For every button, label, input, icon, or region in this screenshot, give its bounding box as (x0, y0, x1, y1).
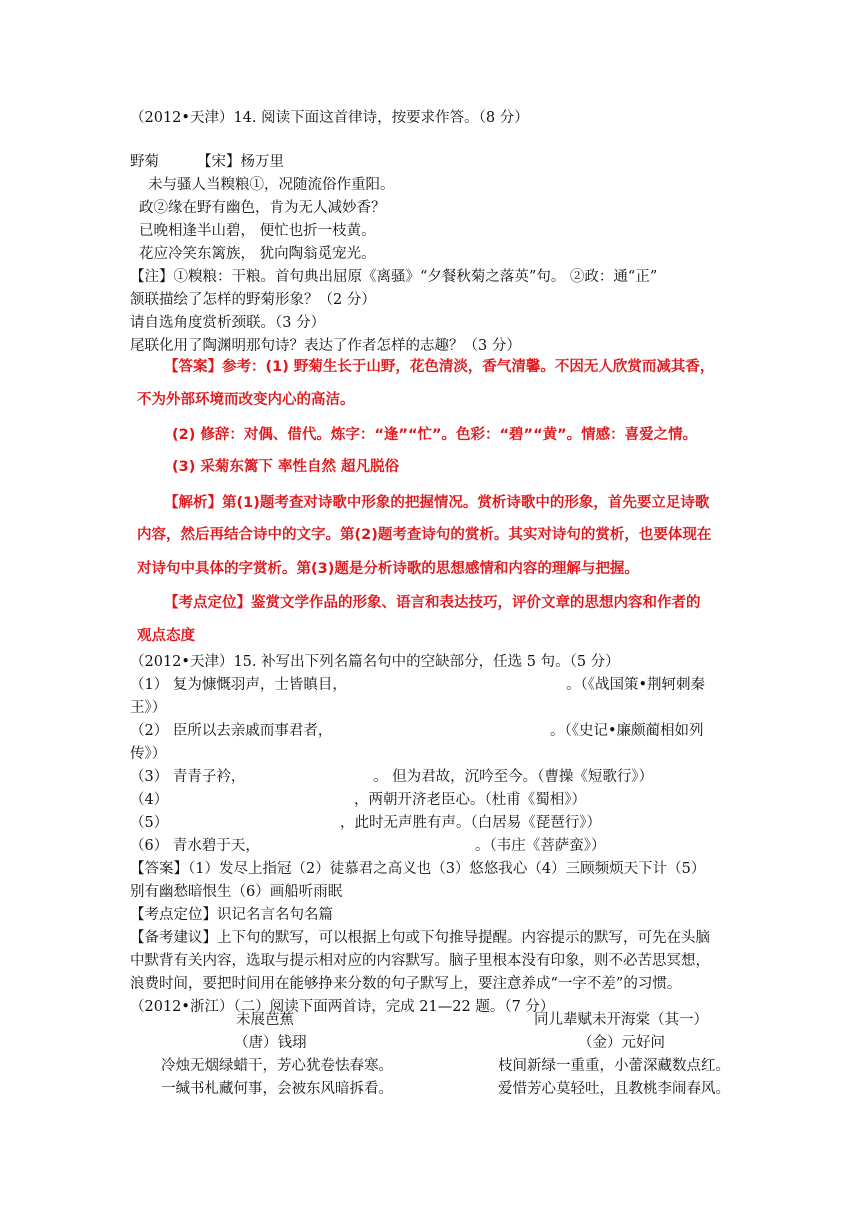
fill-item-6: （6） 青水碧于天， (130, 838, 260, 854)
poem-line: 政②缘在野有幽色，肯为无人减妙香？ (139, 200, 386, 216)
poem-line: 未与骚人当糗粮①，况随流俗作重阳。 (148, 177, 395, 193)
fill-item-6-tail: 。（韦庄《菩萨蛮》） (475, 838, 606, 854)
poem2-title: 同儿辈赋未开海棠（其一） (534, 1012, 708, 1028)
answer-line: (2) 修辞：对偶、借代。炼字：“逢”“忙”。色彩：“碧”“黄”。情感：喜爱之情。 (172, 427, 698, 443)
fill-item-4-tail: ，两朝开济老臣心。（杜甫《蜀相》） (354, 792, 586, 808)
fill-item-5-tail: ，此时无声胜有声。（白居易《琵琶行》） (340, 815, 601, 831)
poem-title (130, 152, 284, 172)
kaodian-line: 【考点定位】鉴赏文学作品的形象、语言和表达技巧，评价文章的思想内容和作者的 (164, 595, 701, 611)
fill-item-2-wrap: 传》） (130, 746, 167, 762)
fill-item-1-tail: 。（《战国策•荆轲刺秦 (566, 677, 706, 693)
poem2-line: 爱惜芳心莫轻吐，且教桃李闹春风。 (498, 1081, 730, 1097)
kaodian-line: 观点态度 (137, 628, 195, 644)
q15-header: （2012•天津）15. 补写出下列名篇名句中的空缺部分，任选 5 句。（5 分） (130, 654, 620, 670)
q15-kaodian: 【考点定位】识记名言名句名篇 (130, 907, 333, 923)
fill-item-2: （2） 臣所以去亲戚而事君者， (130, 723, 333, 739)
fill-item-3: （3） 青青子衿， (130, 769, 246, 785)
poem1-line: 一缄书札藏何事，会被东风暗拆看。 (161, 1081, 393, 1097)
answer-line: 不为外部环境而改变内心的高洁。 (137, 392, 355, 408)
question-line: 颔联描绘了怎样的野菊形象？（2 分） (130, 292, 376, 308)
q15-suggest-line: 浪费时间，要把时间用在能够挣来分数的句子默写上，要注意养成“一字不差”的习惯。 (130, 976, 682, 992)
question-line: 尾联化用了陶渊明那句诗？表达了作者怎样的志趣？（3 分） (130, 338, 521, 354)
q15-suggest-line: 中默背有关内容，选取与提示相对应的内容默写。脑子里根本没有印象，则不必苦思冥想， (130, 953, 710, 969)
question-line: 请自选角度赏析颈联。（3 分） (130, 315, 326, 331)
analysis-line: 对诗句中具体的字赏析。第(3)题是分析诗歌的思想感情和内容的理解与把握。 (137, 561, 639, 577)
poem2-line: 枝间新绿一重重，小蕾深藏数点红。 (498, 1058, 730, 1074)
fill-item-1-wrap: 王》） (130, 700, 167, 716)
fill-item-5: （5） (130, 815, 169, 831)
poem1-line: 冷烛无烟绿蜡干，芳心犹卷怯春寒。 (161, 1058, 393, 1074)
answer-line: (3) 采菊东篱下 率性自然 超凡脱俗 (172, 459, 399, 475)
analysis-line: 内容，然后再结合诗中的文字。第(2)题考查诗句的赏析。其实对诗句的赏析，也要体现在 (137, 527, 712, 543)
poem-author: 【宋】杨万里 (197, 154, 284, 170)
poem-line: 花应冷笑东篱族， 犹向陶翁觅宠光。 (139, 246, 376, 262)
q15-answer-line: 别有幽愁暗恨生（6）画船听雨眠 (130, 884, 343, 900)
q21-header: （2012•浙江）（二）阅读下面两首诗，完成 21—22 题。（7 分） (130, 999, 555, 1015)
fill-item-2-tail: 。（《史记•廉颇蔺相如列 (550, 723, 704, 739)
poem-note: 【注】①糗粮：干粮。首句典出屈原《离骚》“夕餐秋菊之落英”句。 ②政：通“正” (130, 269, 658, 285)
poem1-title: 未展芭蕉 (236, 1012, 294, 1028)
poem2-author: （金）元好问 (578, 1035, 665, 1051)
fill-item-1 (130, 675, 347, 695)
poem-title-text: 野菊 (130, 154, 159, 170)
answer-line: 【答案】参考：(1) 野菊生长于山野，花色清淡，香气清馨。不因无人欣赏而减其香， (164, 359, 715, 375)
fill-item-3-tail: 。 但为君故，沉吟至今。（曹操《短歌行》） (373, 769, 654, 785)
q15-answer-line: 【答案】（1）发尽上指冠（2）徒慕君之高义也（3）悠悠我心（4）三顾频烦天下计（5） (130, 861, 706, 877)
analysis-line: 【解析】第(1)题考查对诗歌中形象的把握情况。赏析诗歌中的形象，首先要立足诗歌 (164, 495, 710, 511)
fill-item-4: （4） (130, 792, 169, 808)
q15-suggest-line: 【备考建议】上下句的默写，可以根据上句或下句推导提醒。内容提示的默写，可先在头脑 (130, 930, 710, 946)
poem-line: 已晚相逢半山碧， 便忙也折一枝黄。 (139, 223, 376, 239)
poem1-author: （唐）钱珝 (234, 1035, 307, 1051)
fill-item-text: （1） 复为慷慨羽声，士皆瞋目， (130, 677, 347, 693)
q14-header: （2012•天津）14. 阅读下面这首律诗，按要求作答。（8 分） (130, 110, 529, 126)
